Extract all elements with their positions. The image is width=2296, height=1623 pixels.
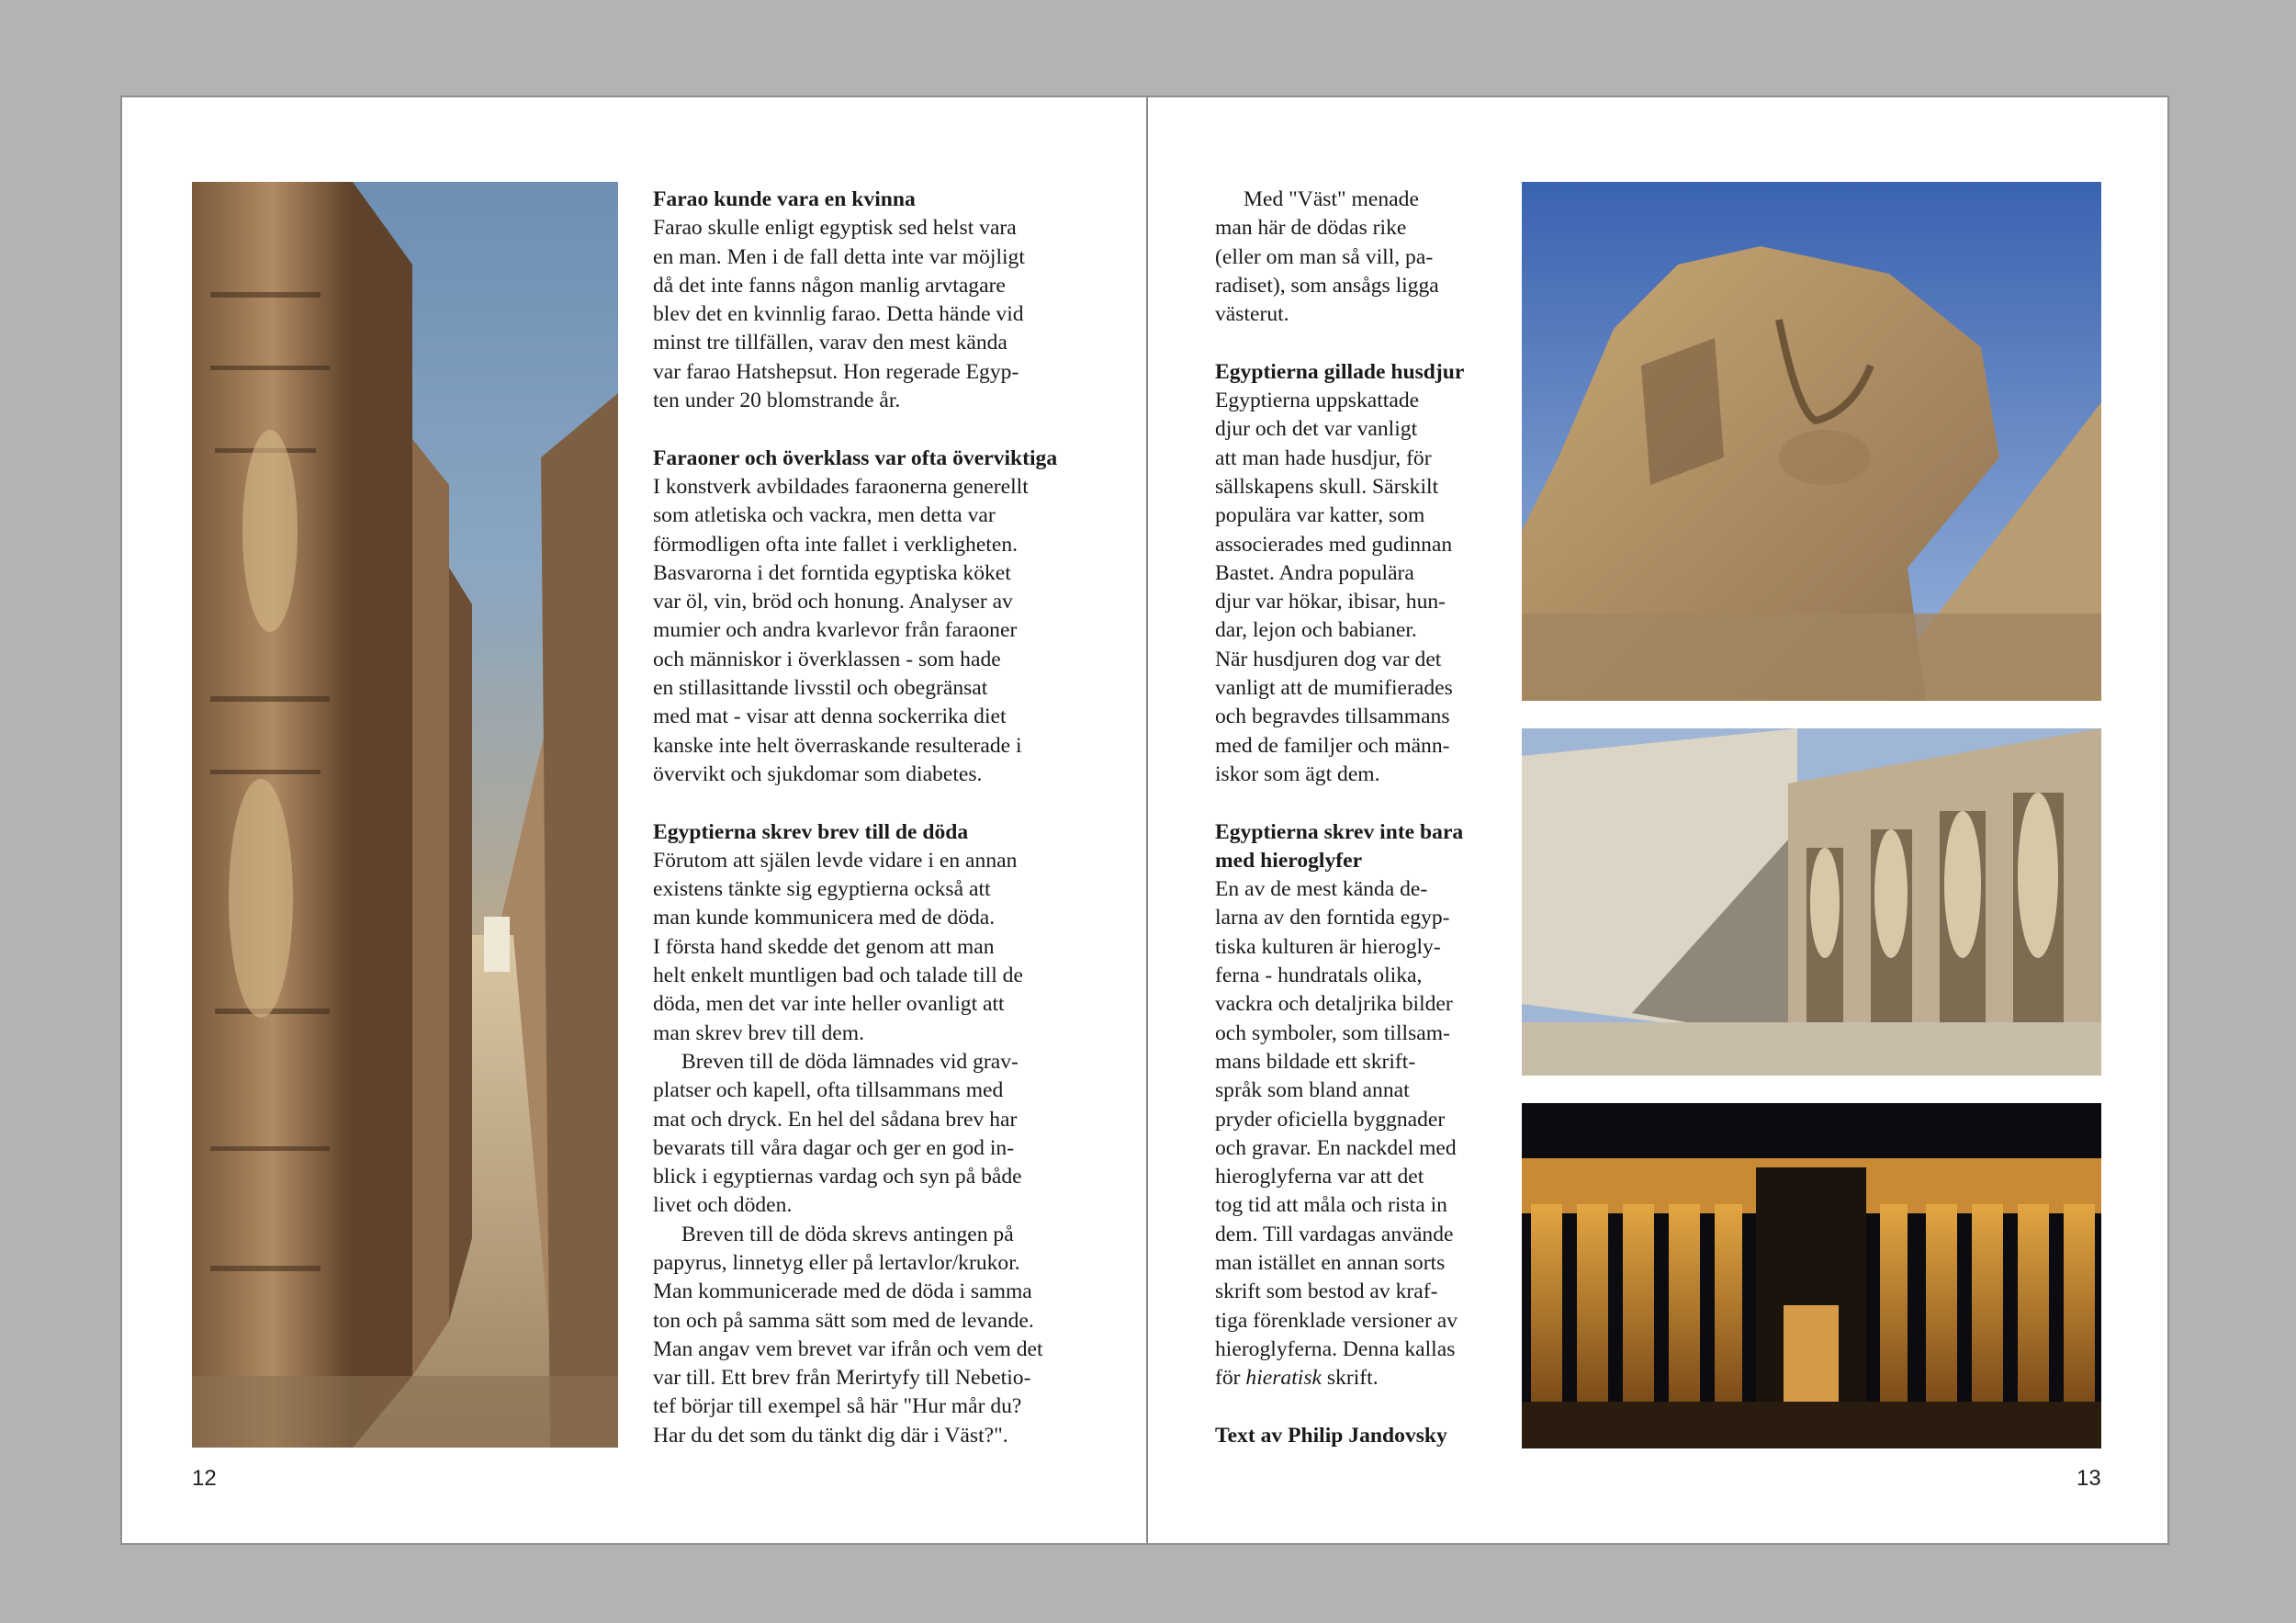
- text-line: var till. Ett brev från Merirtyfy till Nebetio-: [653, 1366, 1031, 1391]
- text-line: var farao Hatshepsut. Hon regerade Egyp-: [653, 359, 1019, 384]
- text-line: larna av den forntida egyp-: [1215, 906, 1450, 930]
- text-line: Förutom att själen levde vidare i en annan: [653, 848, 1018, 873]
- text-line: (eller om man så vill, pa-: [1215, 244, 1434, 269]
- text-line: Breven till de döda skrevs antingen på: [681, 1222, 1014, 1246]
- text-line: djur och det var vanligt: [1215, 417, 1418, 442]
- text-line: och symboler, som tillsam-: [1215, 1020, 1450, 1045]
- text-line: vanligt att de mumifierades: [1215, 676, 1453, 701]
- text-line: mumier och andra kvarlevor från faraoner: [653, 618, 1018, 643]
- text-line: dem. Till vardagas använde: [1215, 1222, 1454, 1246]
- heading-husdjur: Egyptierna gillade husdjur: [1215, 359, 1465, 384]
- text-line: tiska kulturen är hierogly-: [1215, 934, 1441, 959]
- text-line: språk som bland annat: [1215, 1078, 1410, 1103]
- text-fragment: för: [1215, 1366, 1246, 1391]
- text-line: en stillasittande livsstil och obegränsat: [653, 676, 988, 701]
- text-line: med mat - visar att denna sockerrika diet: [653, 704, 1007, 729]
- text-line: med de familjer och männ-: [1215, 733, 1450, 758]
- text-line: helt enkelt muntligen bad och talade till de: [653, 964, 1023, 988]
- text-line: förmodligen ofta inte fallet i verkligheten.: [653, 532, 1019, 557]
- sphinx-photo: [1522, 182, 2101, 701]
- text-line: Egyptierna uppskattade: [1215, 389, 1420, 413]
- text-line: pryder oficiella byggnader: [1215, 1107, 1446, 1132]
- text-line: Har du det som du tänkt dig där i Väst?".: [653, 1423, 1008, 1448]
- text-line: djur var hökar, ibisar, hun-: [1215, 590, 1446, 614]
- text-line: minst tre tillfällen, varav den mest kända: [653, 331, 1007, 355]
- text-line: Basvarorna i det forntida egyptiska köket: [653, 560, 1011, 585]
- text-line: och gravar. En nackdel med: [1215, 1135, 1457, 1160]
- text-line: I konstverk avbildades faraonerna generellt: [653, 474, 1029, 499]
- text-line: ton och på samma sätt som med de levande.: [653, 1308, 1034, 1333]
- text-line: [1215, 1364, 1491, 1392]
- text-line: I första hand skedde det genom att man: [653, 934, 995, 959]
- text-line: papyrus, linnetyg eller på lertavlor/krukor.: [653, 1250, 1020, 1275]
- heading-overviktiga: Faraoner och överklass var ofta överviktiga: [653, 445, 1058, 470]
- author-credit: Text av Philip Jandovsky: [1215, 1423, 1447, 1448]
- heading-brev-till-doda: Egyptierna skrev brev till de döda: [653, 819, 969, 844]
- text-line: platser och kapell, ofta tillsammans med: [653, 1078, 1004, 1103]
- text-line: Breven till de döda lämnades vid grav-: [681, 1049, 1019, 1074]
- text-line: vackra och detaljrika bilder: [1215, 992, 1453, 1017]
- text-line: blick i egyptiernas vardag och syn på både: [653, 1165, 1022, 1189]
- italic-term: hieratisk: [1245, 1366, 1322, 1391]
- text-line: hieroglyferna. Denna kallas: [1215, 1336, 1456, 1361]
- text-line: man här de dödas rike: [1215, 216, 1407, 241]
- text-fragment: skrift.: [1322, 1366, 1379, 1391]
- text-line: iskor som ägt dem.: [1215, 761, 1380, 786]
- magazine-spread: [120, 96, 2169, 1545]
- text-line: man kunde kommunicera med de döda.: [653, 906, 996, 930]
- page-number-right: 13: [2077, 1466, 2101, 1491]
- text-line: Bastet. Andra populära: [1215, 560, 1414, 585]
- text-line: En av de mest kända de-: [1215, 877, 1428, 902]
- heading-hieroglyfer-line2: med hieroglyfer: [1215, 848, 1363, 873]
- text-line: populära var katter, som: [1215, 503, 1425, 528]
- text-line: associerades med gudinnan: [1215, 532, 1453, 557]
- night-temple-photo: [1522, 1103, 2101, 1448]
- text-line: livet och döden.: [653, 1193, 793, 1218]
- text-line: ten under 20 blomstrande år.: [653, 389, 901, 413]
- text-line: tiga förenklade versioner av: [1215, 1308, 1458, 1333]
- heading-farao-kvinna: Farao kunde vara en kvinna: [653, 187, 916, 211]
- page-number-left: 12: [192, 1466, 217, 1491]
- text-line: övervikt och sjukdomar som diabetes.: [653, 761, 983, 786]
- text-line: skrift som bestod av kraf-: [1215, 1279, 1438, 1304]
- text-line: ferna - hundratals olika,: [1215, 964, 1423, 988]
- text-line: existens tänkte sig egyptierna också att: [653, 877, 991, 902]
- text-line: västerut.: [1215, 302, 1289, 327]
- text-line: hieroglyferna var att det: [1215, 1165, 1424, 1189]
- text-line: en man. Men i de fall detta inte var möjligt: [653, 244, 1025, 269]
- text-line: var öl, vin, bröd och honung. Analyser av: [653, 590, 1013, 614]
- text-line: som atletiska och vackra, men detta var: [653, 503, 996, 528]
- text-line: Man kommunicerade med de döda i samma: [653, 1279, 1032, 1304]
- text-line: När husdjuren dog var det: [1215, 647, 1442, 671]
- heading-hieroglyfer: Egyptierna skrev inte bara: [1215, 819, 1464, 844]
- temple-court-photo: [1522, 728, 2101, 1076]
- text-line: Man angav vem brevet var ifrån och vem det: [653, 1336, 1043, 1361]
- text-line: blev det en kvinnlig farao. Detta hände vid: [653, 302, 1024, 327]
- text-line: man skrev brev till dem.: [653, 1020, 864, 1045]
- temple-colonnade-photo: [192, 182, 618, 1448]
- text-line: bevarats till våra dagar och ger en god in-: [653, 1135, 1015, 1160]
- text-line: mat och dryck. En hel del sådana brev har: [653, 1107, 1018, 1132]
- text-line: radiset), som ansågs ligga: [1215, 273, 1439, 298]
- page-fold: [1146, 97, 1148, 1543]
- text-line: och människor i överklassen - som hade: [653, 647, 1001, 671]
- right-text-column: [1215, 186, 1491, 1450]
- left-text-column: [653, 186, 1094, 1450]
- text-line: döda, men det var inte heller ovanligt att: [653, 992, 1005, 1017]
- text-line: att man hade husdjur, för: [1215, 445, 1432, 470]
- text-line: tog tid att måla och rista in: [1215, 1193, 1447, 1218]
- text-line: då det inte fanns någon manlig arvtagare: [653, 273, 1006, 298]
- text-line: Med "Väst" menade: [1244, 187, 1419, 211]
- text-line: kanske inte helt överraskande resulterade i: [653, 733, 1022, 758]
- text-line: Farao skulle enligt egyptisk sed helst vara: [653, 216, 1017, 241]
- text-line: tef börjar till exempel så här "Hur mår du?: [653, 1394, 1022, 1419]
- text-line: mans bildade ett skrift-: [1215, 1049, 1416, 1074]
- text-line: sällskapens skull. Särskilt: [1215, 474, 1439, 499]
- text-line: och begravdes tillsammans: [1215, 704, 1450, 729]
- text-line: man istället en annan sorts: [1215, 1250, 1446, 1275]
- text-line: dar, lejon och babianer.: [1215, 618, 1417, 643]
